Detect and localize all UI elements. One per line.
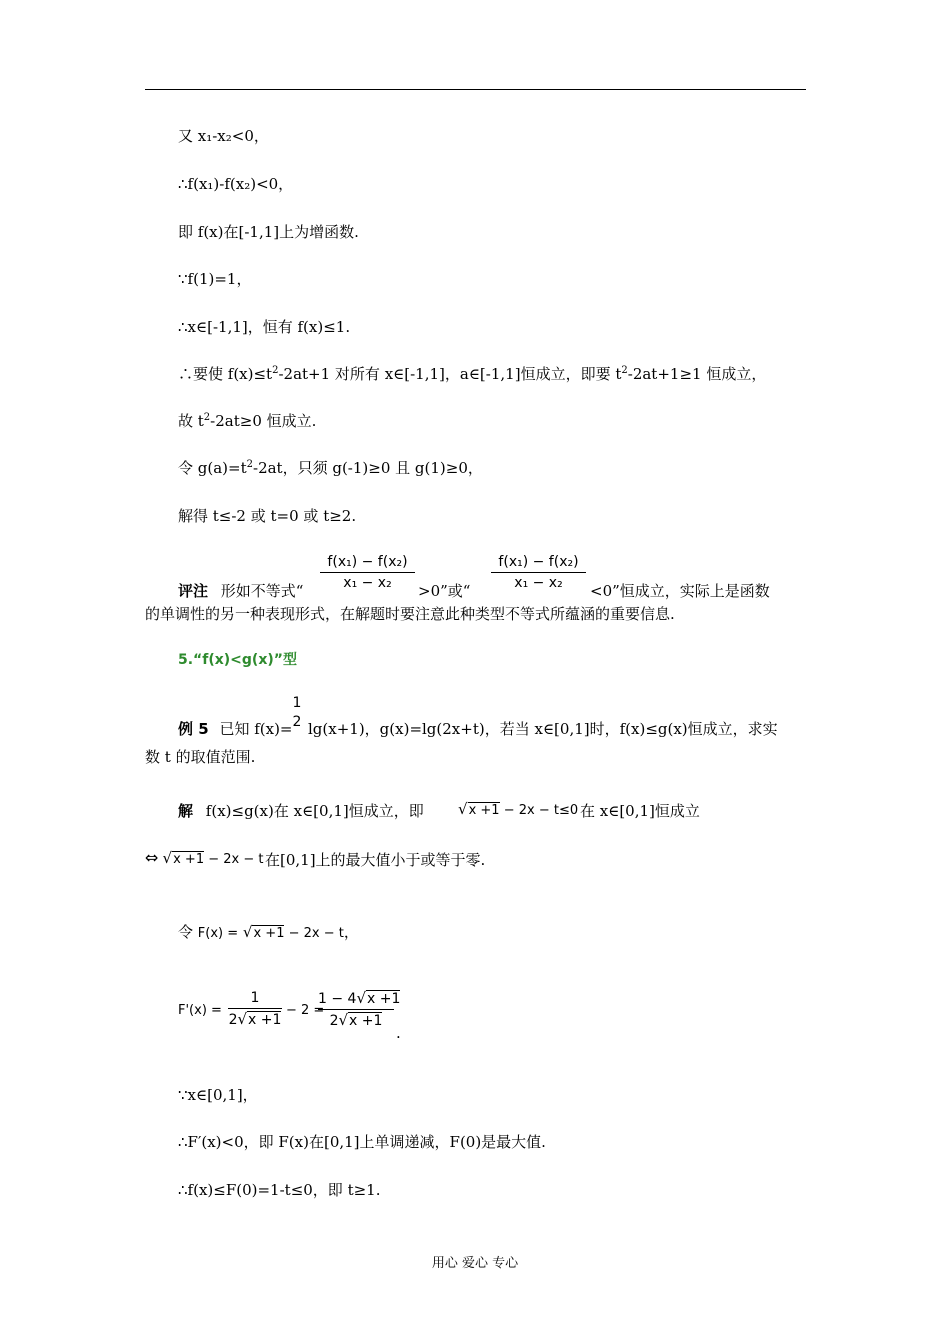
minus-two-equals: − 2 = — [286, 1003, 325, 1018]
fraction-difference-quotient-1: f(x₁) − f(x₂) x₁ − x₂ — [320, 553, 415, 592]
line-therefore: 故 $t^2-2at\ge 0$ 恒成立. — [178, 412, 317, 430]
inequality-sqrt: √x +1 − 2x − t≤0 — [458, 800, 579, 818]
remark-line-1: 评注 形如不等式“ — [178, 582, 304, 600]
example-label: 例 5 — [178, 720, 209, 738]
remark-lt0: <0”恒成立，实际上是函数 — [590, 582, 770, 600]
fraction-derivative-1: 1 2√x +1 — [228, 990, 282, 1028]
derivative-label: F'(x) = — [178, 1003, 222, 1018]
line-f-diff: ∴f(x₁)-f(x₂)<0， — [178, 175, 294, 193]
line-f1: ∵f(1)=1， — [178, 270, 252, 288]
line-solution-t: 解得 t≤-2 或 t=0 或 t≥2. — [178, 507, 357, 525]
line-condition: ∴要使 $f(x)\le t^2-2at+1$ 对所有 x∈[-1,1]，a∈[-1,1]恒成立，即要 $t^2-2at+1\ge 1$ 恒成立， — [178, 365, 767, 383]
line-conclusion: ∴f(x)≤F(0)=1-t≤0，即 t≥1. — [178, 1181, 381, 1199]
fraction-difference-quotient-2: f(x₁) − f(x₂) x₁ − x₂ — [491, 553, 586, 592]
section-title: 5.“f(x)<g(x)”型 — [178, 652, 297, 668]
iff-expression: ⇔ √x +1 − 2x − t — [145, 848, 264, 867]
page-footer: 用心 爱心 专心 — [431, 1256, 519, 1271]
line-decreasing: ∴F′(x)<0，即 F(x)在[0,1]上单调递减，F(0)是最大值. — [178, 1133, 546, 1151]
remark-gt0: >0”或“ — [418, 582, 471, 600]
solution-line-2: 在[0,1]上的最大值小于或等于零. — [265, 851, 486, 869]
solution-line-1: 解 f(x)≤g(x)在 x∈[0,1]恒成立，即 — [178, 802, 424, 820]
fraction-derivative-2: 1 − 4√x +1 2√x +1 — [318, 989, 401, 1029]
remark-label: 评注 — [178, 582, 209, 600]
remark-line-2: 的单调性的另一种表现形式，在解题时要注意此种类型不等式所蕴涵的重要信息. — [145, 605, 675, 623]
solution-label: 解 — [178, 802, 194, 820]
derivative-period: . — [396, 1024, 401, 1042]
line-increasing: 即 f(x)在[-1,1]上为增函数. — [178, 223, 359, 241]
solution-line-1-end: 在 x∈[0,1]恒成立 — [580, 802, 700, 820]
example-line-2: 数 t 的取值范围. — [145, 748, 256, 766]
line-x-in-range: ∵x∈[0,1]， — [178, 1086, 258, 1104]
line-x1-minus-x2: 又 x₁-x₂<0， — [178, 127, 269, 145]
header-rule — [145, 89, 806, 90]
fraction-one-half: 1 2 — [292, 695, 302, 730]
example-line-1-rest: lg(x+1)，g(x)=lg(2x+t)，若当 x∈[0,1]时，f(x)≤g(x)恒成立，求实 — [308, 720, 778, 738]
let-F-line: 令 F(x) = √x +1 − 2x − t， — [178, 923, 359, 941]
example-line-1: 例 5 已知 f(x)= — [178, 720, 293, 738]
line-bound: ∴x∈[-1,1]，恒有 f(x)≤1. — [178, 318, 351, 336]
line-let-g: 令 $g(a)=t^2-2at$，只须 g(-1)≥0 且 g(1)≥0， — [178, 459, 483, 477]
